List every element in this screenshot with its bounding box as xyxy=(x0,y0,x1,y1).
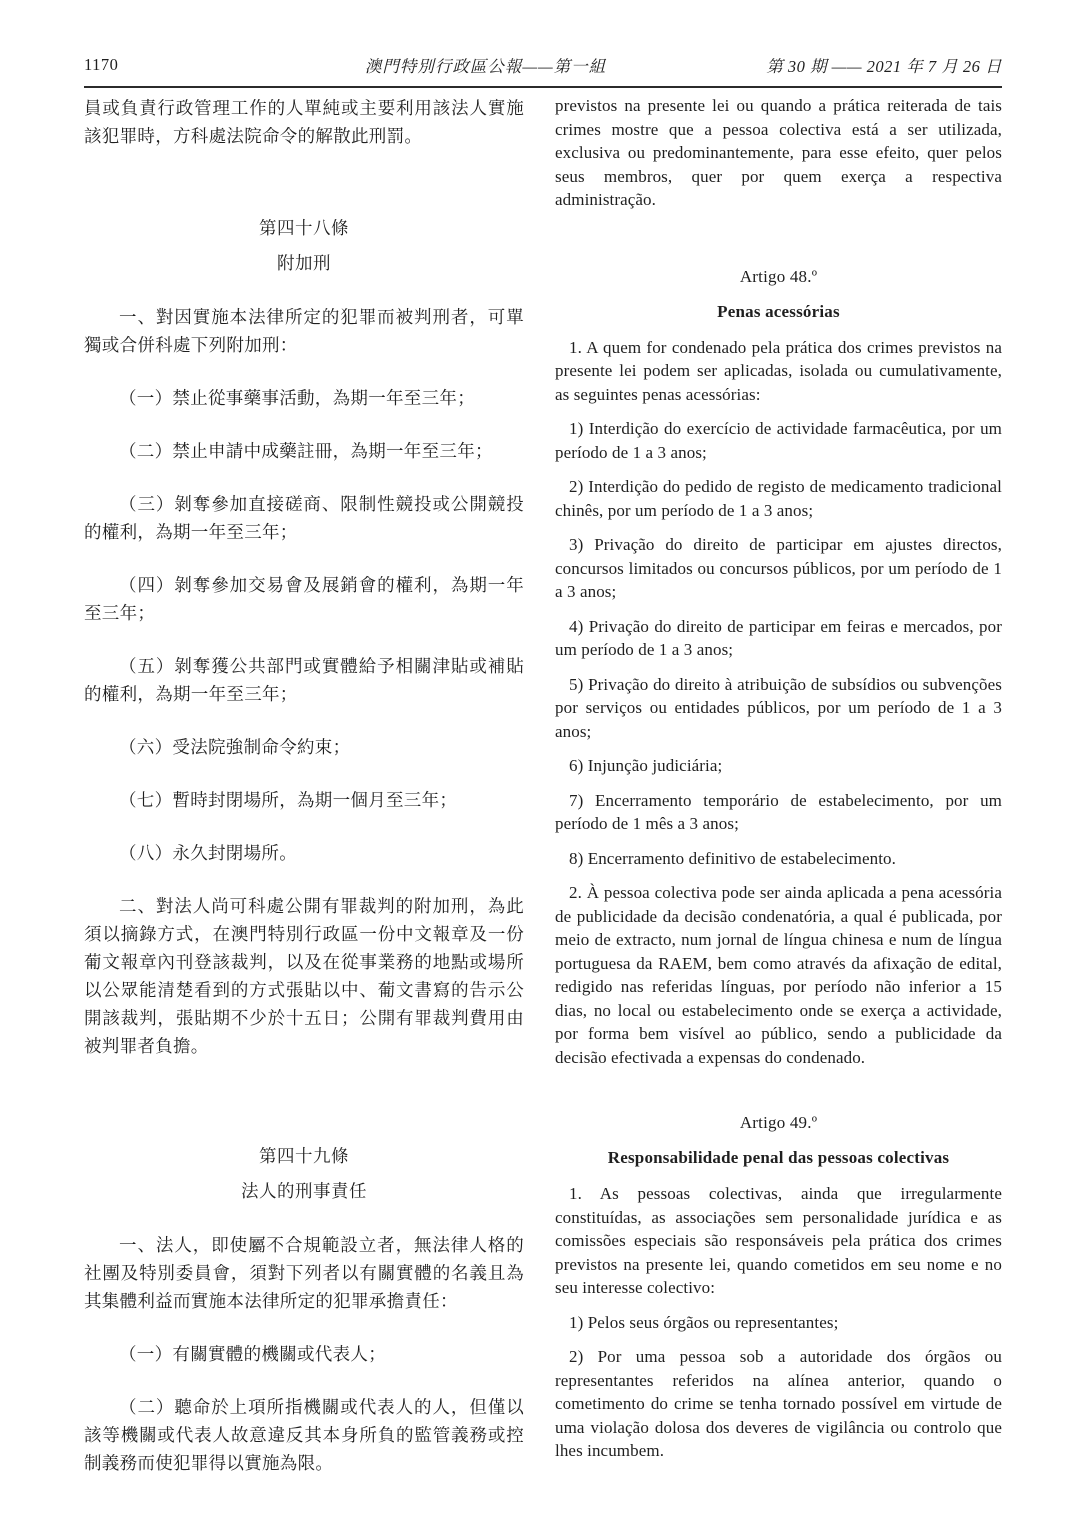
cn-list-item: （六）受法院強制命令約束； xyxy=(119,737,351,757)
issue-number-and-date: 第 30 期 —— 2021 年 7 月 26 日 xyxy=(766,57,1002,76)
cn-list-item: （二）聽命於上項所指機關或代表人的人，但僅以該等機關或代表人故意違反其本身所負的監管義務或控制義務而使犯罪得以實施為限。 xyxy=(84,1397,524,1473)
chinese-column xyxy=(84,94,524,1477)
cn-paragraph: 一、法人，即使屬不合規範設立者，無法律人格的社團及特別委員會，須對下列者以有關實體的名義且為其集體利益而實施本法律所定的犯罪承擔責任： xyxy=(84,1235,524,1311)
article-48-number-pt: Artigo 48.º xyxy=(739,266,818,286)
pt-continuation-paragraph: previstos na presente lei ou quando a prática reiterada de tais crimes mostre que a pessoa colectiva está a ser utilizada, exclusiva ou predominantemente, para esse efeito, quer pelos seus membros, quer por quem exerça a respectiva administração. xyxy=(555,96,1002,209)
cn-paragraph: 一、對因實施本法律所定的犯罪而被判刑者，可單獨或合併科處下列附加刑： xyxy=(84,307,524,355)
pt-paragraph: 2. À pessoa colectiva pode ser ainda aplicada a pena acessória de publicidade da decisão condenatória, a qual é publicada, por meio de extracto, num jornal de língua chinesa e num de língua portuguesa da RAEM, bem como através da afixação de edital, redigido nas referidas línguas, por período não inferior a 15 dias, no local ou estabelecimento onde se exerça a actividade, por forma bem visível ao público, sendo a publicidade da decisão efectivada a expensas do condenado. xyxy=(555,883,1002,1067)
pt-list-item: 2) Interdição do pedido de registo de medicamento tradicional chinês, por um período de 1 a 3 anos; xyxy=(555,477,1002,520)
cn-list-item: （七）暫時封閉場所，為期一個月至三年； xyxy=(119,790,458,810)
cn-list-item: （四）剝奪參加交易會及展銷會的權利，為期一年至三年； xyxy=(84,575,524,623)
article-48-number-cn: 第四十八條 xyxy=(259,218,349,238)
pt-list-item: 1) Interdição do exercício de actividade farmacêutica, por um período de 1 a 3 anos; xyxy=(555,419,1002,462)
article-49-title-pt: Responsabilidade penal das pessoas colectivas xyxy=(607,1148,950,1167)
page-header xyxy=(84,52,1002,78)
cn-list-item: （二）禁止申請中成藥註冊，為期一年至三年； xyxy=(119,441,493,461)
pt-list-item: 8) Encerramento definitivo de estabelecimento. xyxy=(569,848,896,868)
article-49-title-cn: 法人的刑事責任 xyxy=(241,1181,367,1201)
pt-paragraph: 1. A quem for condenado pela prática dos crimes previstos na presente lei podem ser aplicadas, isolada ou cumulativamente, as seguintes penas acessórias: xyxy=(555,337,1002,404)
article-48-title-cn: 附加刑 xyxy=(277,253,331,273)
portuguese-column xyxy=(555,94,1002,1463)
cn-paragraph: 二、對法人尚可科處公開有罪裁判的附加刑，為此須以摘錄方式，在澳門特別行政區一份中文報章及一份葡文報章內刊登該裁判，以及在從事業務的地點或場所以公眾能清楚看到的方式張貼以中、葡文書寫的告示公開該裁判，張貼期不少於十五日；公開有罪裁判費用由被判罪者負擔。 xyxy=(84,896,524,1056)
pt-list-item: 6) Injunção judiciária; xyxy=(569,756,723,775)
pt-list-item: 7) Encerramento temporário de estabelecimento, por um período de 1 mês a 3 anos; xyxy=(555,790,1002,833)
pt-list-item: 4) Privação do direito de participar em feiras e mercados, por um período de 1 a 3 anos; xyxy=(555,616,1002,659)
article-49-number-cn: 第四十九條 xyxy=(259,1146,349,1166)
cn-list-item: （五）剝奪獲公共部門或實體給予相關津貼或補貼的權利，為期一年至三年； xyxy=(84,656,524,704)
pt-list-item: 2) Por uma pessoa sob a autoridade dos órgãos ou representantes referidos na alínea anterior, quando o cometimento do crime se tenha tornado possível em virtude de uma violação dolosa dos deveres de vigilância ou controlo que lhes incumbem. xyxy=(555,1347,1002,1460)
pt-list-item: 3) Privação do direito de participar em ajustes directos, concursos limitados ou concursos públicos, por um período de 1 a 3 anos; xyxy=(555,535,1002,601)
pt-list-item: 1) Pelos seus órgãos ou representantes; xyxy=(569,1312,839,1332)
pt-list-item: 5) Privação do direito à atribuição de subsídios ou subvenções por serviços ou entidades públicos, por um período de 1 a 3 anos; xyxy=(555,674,1002,741)
page-number: 1170 xyxy=(84,55,119,74)
journal-title: 澳門特別行政區公報——第一組 xyxy=(364,57,607,76)
article-49-number-pt: Artigo 49.º xyxy=(739,1113,818,1132)
header-rule xyxy=(84,86,1002,88)
pt-paragraph: 1. As pessoas colectivas, ainda que irregularmente constituídas, as associações sem personalidade jurídica e as comissões especiais são responsáveis pela prática dos crimes previstos na presente lei, quando cometidos em seu nome e no seu interesse colectivo: xyxy=(555,1184,1002,1297)
cn-continuation-paragraph: 員或負責行政管理工作的人單純或主要利用該法人實施該犯罪時，方科處法院命令的解散此刑罰。 xyxy=(84,98,524,146)
cn-list-item: （一）有關實體的機關或代表人； xyxy=(119,1344,386,1364)
cn-list-item: （八）永久封閉場所。 xyxy=(119,843,297,863)
article-48-title-pt: Penas acessórias xyxy=(717,301,840,321)
cn-list-item: （三）剝奪參加直接磋商、限制性競投或公開競投的權利，為期一年至三年； xyxy=(84,494,524,542)
cn-list-item: （一）禁止從事藥事活動，為期一年至三年； xyxy=(119,388,475,408)
